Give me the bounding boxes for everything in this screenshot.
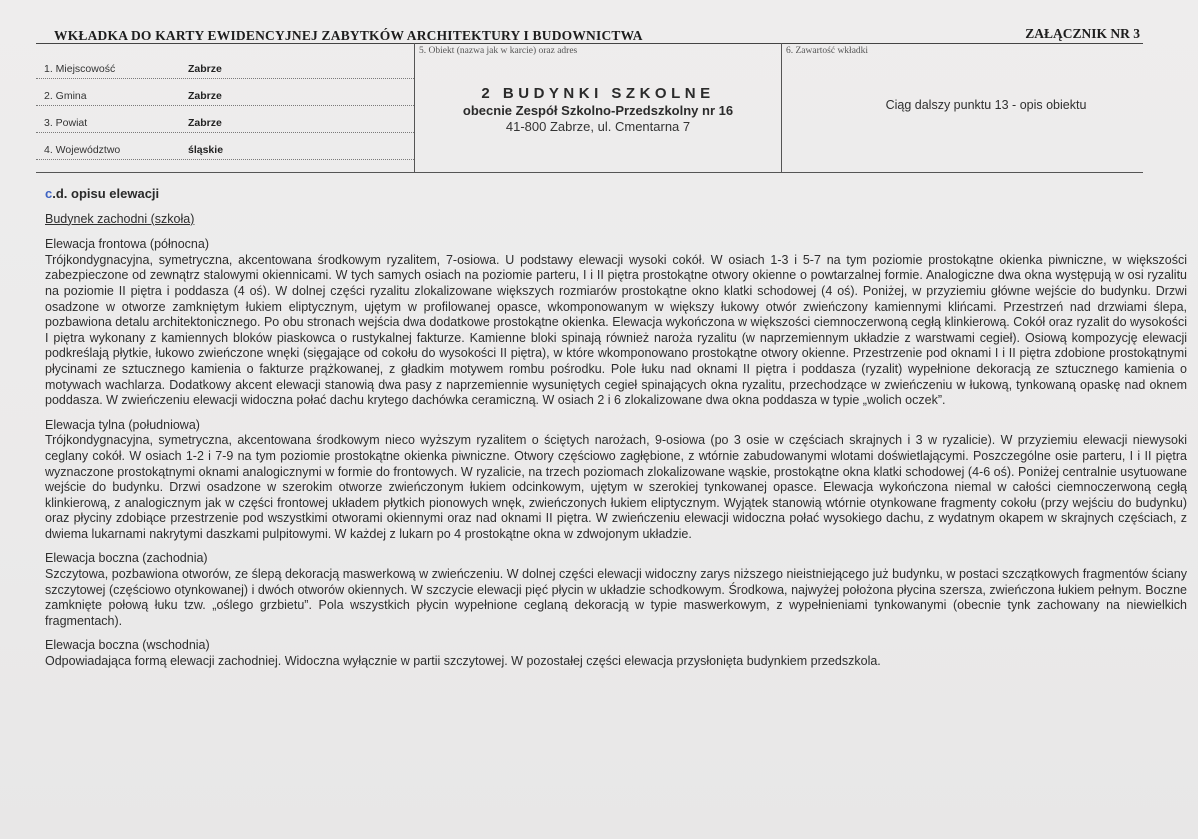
field-value: śląskie [188,144,224,156]
document-header-title: WKŁADKA DO KARTY EWIDENCYJNEJ ZABYTKÓW ARCHITEKTURY I BUDOWNICTWA [54,28,643,43]
field-label: 1. Miejscowość [44,63,116,75]
header-bottom-rule [36,172,1143,173]
section-heading [45,186,1187,202]
elevation-text: Trójkondygnacyjna, symetryczna, akcentowana środkowym nieco wyższym ryzalitem o ściętych narożach, 9-osiowa (po 3 osie w częściach skrajnych i 3 w ryzalicie). W przyziemiu elewacji niewysoki ceglany cokół. W osiach 1-2 i 7-9 na tym poziomie prostokątne okienka piwniczne. Otwory częściowo zagłębione, z wtórnie zabudowanymi wlotami doświetlającymi. Poszczególne osie parteru, I i II piętra wyznaczone prostokątnymi oknami analogicznymi w formie do frontowych. W ryzalicie, na trzech poziomach zlokalizowane wąskie, prostokątne okna klatki schodowej (4-6 oś). Poniżej centralnie usytuowane wejście do budynku. Drzwi osadzone w szerokim otworze zwieńczonym łukiem odcinkowym, ujętym w szerokiej tynkowanej opasce. Elewacja wykończona niemal w całości ciemnoczerwoną cegłą klinkierową, z analogicznym jak w części frontowej układem płytkich pionowych wnęk, zwieńczonych łukiem eliptycznym. Wyjątek stanowią wtórnie otynkowane fragmenty cokołu (przy wejściu do budynku) oraz płyciny zdobiące przestrzenie pod wszystkimi otworami okiennymi oraz nad oknami II piętra. W zwieńczeniu elewacji widoczna połać wysokiego dachu, z wydatnym okapem w skrajnych częściach, z dwiema lukarnami nakrytymi daszkami pulpitowymi. W każdej z lukarn po 4 prostokątne okna w zdwojonym układzie. [45,433,1187,541]
elevation-title: Elewacja frontowa (północna) [45,237,209,252]
section-prefix: c [45,186,53,201]
elevation-description [45,186,1187,679]
elevation-title: Elewacja tylna (południowa) [45,417,200,432]
elevation-front [45,237,1187,409]
elevation-east [45,638,1187,669]
elevation-title: Elewacja boczna (zachodnia) [45,551,208,566]
elevation-text: Szczytowa, pozbawiona otworów, ze ślepą dekoracją maswerkową w zwieńczeniu. W dolnej części elewacji widoczny zarys niższego nieistniejącego już budynku, w postaci szczątkowych fragmentów ściany szczytowej (częściowo otynkowanej) i dwóch otworów okiennych. W szczycie elewacji pięć płycin w układzie schodkowym. Środkowa, najwyżej położona płycina szersza, zwieńczona łukiem pełnym. Boczne zamknięte połową łuku tzw. „oślego grzbietu”. Pola wszystkich płycin wypełnione ceglaną dekoracją w typie maswerkowym, z wypełnieniami tynkowanymi (obecnie tynk zachowany na niewielkich fragmentach). [45,567,1187,628]
contents-section-label: 6. Zawartość wkładki [786,46,869,56]
field-district [36,106,414,133]
field-locality [36,52,414,79]
elevation-title: Elewacja boczna (wschodnia) [45,638,210,653]
elevation-rear [45,418,1187,543]
section-title: .d. opisu elewacji [52,186,160,201]
annex-number: ZAŁĄCZNIK NR 3 [1025,26,1140,41]
object-current-name: obecnie Zespół Szkolno-Przedszkolny nr 16 [462,103,734,118]
field-value: Zabrze [188,117,222,129]
elevation-text: Trójkondygnacyjna, symetryczna, akcentowana środkowym ryzalitem, 7-osiowa. U podstawy elewacji wysoki cokół. W osiach 1-3 i 5-7 na tym poziomie prostokątne okienka piwniczne, w większości zabezpieczone od zewnątrz stalowymi okiennicami. W tych samych osiach na poziomie parteru, I i II piętra prostokątne otwory okienne o powtarzalnej formie. Analogiczne dwa okna występują w osi ryzalitu na poziomie II piętra i poddasza (4 oś). W dolnej części ryzalitu zlokalizowane większych rozmiarów prostokątne okno klatki schodowej (4 oś). Poniżej, w przyziemiu główne wejście do budynku. Drzwi osadzone w otworze zamkniętym łukiem eliptycznym, ujętym w profilowanej opasce, wkomponowanym w większy łukowy otwór zwieńczony kamiennymi klińcami. Przestrzeń nad drzwiami ślepa, pozbawiona detalu architektonicznego. Po obu stronach wejścia dwa dodatkowe prostokątne okienka. Elewacja wykończona w większości ciemnoczerwoną cegłą klinkierową. Cokół oraz ryzalit do wysokości I piętra wykonany z kamiennych bloków piaskowca o rustykalnej fakturze. Kamienne bloki spinają również naroża ryzalitu (w naprzemiennym układzie z warstwami cegieł). Osiową kompozycję elewacji podkreślają płytkie, łukowo zwieńczone wnęki (sięgające od cokołu do wysokości II piętra), w które wkomponowano prostokątne otwory okienne. Przestrzenie pod oknami I i II piętra zdobione prostokątnymi płycinami ze sztucznego kamienia o fakturze prążkowanej, z gładkim motywem rombu pośrodku. Pole łuku nad oknami II piętra i poddasza (ryzalit) wypełnione dekoracją ze sztucznego kamienia o motywach wachlarza. Dodatkowy akcent elewacji stanowią dwa pasy z naprzemiennie wysuniętych cegieł spinających okna ryzalitu, przechodzące w zwieńczeniu w łukową, tynkowaną opaskę nad oknem poddasza. W zwieńczeniu elewacji widoczna połać dachu krytego dachówka ceramiczną. W osiach 2 i 6 zlokalizowane dwa okna poddasza w typie „wolich oczek”. [45,252,1187,408]
field-value: Zabrze [188,63,222,75]
field-commune [36,79,414,106]
object-name: 2 BUDYNKI SZKOLNE [481,85,715,102]
object-block [416,85,780,134]
elevation-west [45,551,1187,629]
elevation-text: Odpowiadająca formą elewacji zachodniej. Widoczna wyłącznie w partii szczytowej. W pozostałej części elewacja przysłonięta budynkiem przedszkola. [45,654,881,669]
field-label: 2. Gmina [44,90,87,102]
contents-text: Ciąg dalszy punktu 13 - opis obiektu [885,98,1087,112]
field-label: 3. Powiat [44,117,88,129]
object-section-label: 5. Obiekt (nazwa jak w karcie) oraz adres [419,46,578,56]
header-top-rule [36,43,1143,44]
field-label: 4. Województwo [44,144,121,156]
field-voivodeship [36,133,414,160]
field-value: Zabrze [188,90,222,102]
column-divider-right [781,43,782,172]
building-subheading: Budynek zachodni (szkoła) [45,211,195,226]
object-address: 41-800 Zabrze, ul. Cmentarna 7 [505,119,691,134]
column-divider-left [414,43,415,172]
